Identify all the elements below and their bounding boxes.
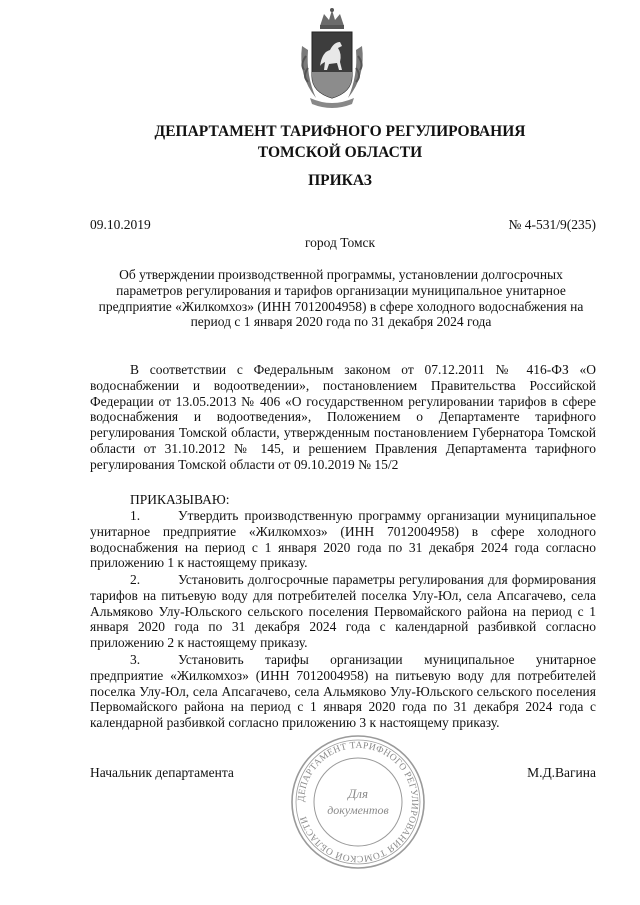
signatory-name: М.Д.Вагина (527, 765, 596, 780)
stamp-ring-text: ДЕПАРТАМЕНТ ТАРИФНОГО РЕГУЛИРОВАНИЯ ТОМСКОЙ ОБЛАСТИ (296, 740, 420, 864)
order-item-number: 3. (130, 652, 141, 667)
stamp-center-line1: Для (348, 786, 368, 801)
city: город Томск (304, 235, 376, 250)
official-stamp (288, 732, 428, 872)
order-word: ПРИКАЗЫВАЮ: (130, 492, 230, 507)
order-subject: Об утверждении производственной программы, установлении долгосрочных параметров регулирования и тарифов организации муниципальное унитарное предприятие «Жилкомхоз» (ИНН 7012004958) в сфере холодного водоснабжения на период с 1 января 2020 года по 31 декабря 2024 года (98, 267, 584, 330)
order-item-text: Установить тарифы организации муниципальное унитарное предприятие «Жилкомхоз» (ИНН 7012004958) на питьевую воду для потребителей поселка Улу-Юл, села Апсагачево, села Альмяково Улу-Юльского сельского поселения Первомайского района на период с 1 января 2020 года по 31 декабря 2024 года с календарной разбивкой согласно приложению 3 к настоящему приказу. (90, 652, 596, 731)
department-title-line2: ТОМСКОЙ ОБЛАСТИ (257, 144, 423, 161)
signatory-title: Начальник департамента (90, 765, 234, 780)
order-item-text: Утвердить производственную программу организации муниципальное унитарное предприятие «Жилкомхоз» (ИНН 7012004958) в сфере холодного водоснабжения на период с 1 января 2020 года по 31 декабря 2024 года согласно приложению 1 к настоящему приказу. (90, 508, 596, 571)
svg-text:ДЕПАРТАМЕНТ ТАРИФНОГО РЕГУЛИРО (297, 741, 419, 863)
order-item-3 (90, 652, 596, 731)
coat-of-arms-icon (296, 6, 368, 110)
department-title-line1: ДЕПАРТАМЕНТ ТАРИФНОГО РЕГУЛИРОВАНИЯ (154, 123, 526, 140)
order-item-number: 1. (130, 508, 141, 523)
document-type: ПРИКАЗ (308, 172, 372, 189)
date-number-line (90, 217, 596, 233)
document-number: № 4-531/9(235) (508, 217, 596, 232)
order-item-number: 2. (130, 572, 141, 587)
stamp-center-line2: документов (327, 803, 389, 817)
preamble-paragraph: В соответствии с Федеральным законом от 07.12.2011 № 416-ФЗ «О водоснабжении и водоотведении», постановлением Правительства Российской Федерации от 13.05.2013 № 406 «О государственном регулировании тарифов в сфере водоснабжения и водоотведения», Положением о Департаменте тарифного регулирования Томской области, утвержденным постановлением Губернатора Томской области от 31.10.2012 № 145, и решением Правления Департамента тарифного регулирования Томской области от 09.10.2019 № 15/2 (90, 362, 596, 472)
order-item-2 (90, 572, 596, 651)
department-title (40, 121, 640, 163)
order-item-text: Установить долгосрочные параметры регулирования для формирования тарифов на питьевую воду для потребителей поселка Улу-Юл, села Апсагачево, села Альмяково Улу-Юльского сельского поселения Первомайского района на период с 1 января 2020 года по 31 декабря 2024 года с календарной разбивкой согласно приложению 2 к настоящему приказу. (90, 572, 596, 651)
order-item-1 (90, 508, 596, 571)
document-date: 09.10.2019 (90, 217, 151, 232)
